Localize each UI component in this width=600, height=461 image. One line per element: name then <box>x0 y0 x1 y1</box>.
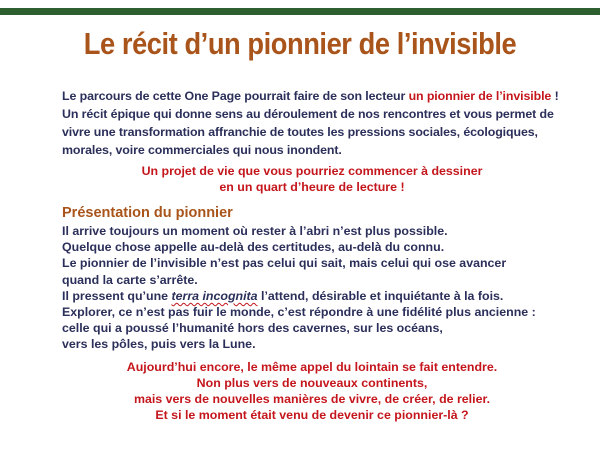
body-line-terra-start: Il pressent qu’une <box>62 288 172 303</box>
body-line: Le pionnier de l’invisible n’est pas celui qui sait, mais celui qui ose avancer <box>62 256 507 271</box>
section-body <box>62 223 582 353</box>
body-line: vers les pôles, puis vers la Lune. <box>62 337 256 352</box>
body-line: Quelque chose appelle au-delà des certitudes, au-delà du connu. <box>62 240 445 255</box>
callout-call <box>62 359 562 423</box>
callout-call-line: mais vers de nouvelles manières de vivre, de créer, de relier. <box>133 392 491 406</box>
section-heading: Présentation du pionnier <box>62 205 233 221</box>
callout-call-line: Aujourd’hui encore, le même appel du lointain se fait entendre. <box>126 360 498 374</box>
body-line: Explorer, ce n’est pas fuir le monde, c’est répondre à une fidélité plus ancienne : <box>62 305 536 320</box>
callout-project-line: en un quart d’heure de lecture ! <box>219 180 405 194</box>
callout-call-line: Non plus vers de nouveaux continents, <box>196 376 428 390</box>
body-line-terra <box>62 288 582 304</box>
callout-project <box>62 163 562 195</box>
header-bar <box>0 8 600 15</box>
body-line-terra-end: l’attend, désirable et inquiétante à la fois. <box>257 288 504 303</box>
intro-accent-text: un pionnier de l’invisible <box>408 89 552 103</box>
intro-text-end: ! Un récit épique qui donne sens au déroulement de nos rencontres et vous permet de vivre une transformation affranchie de toutes les pressions sociales, écologiques, morales, voire commerciales qui nous inondent. <box>62 89 559 157</box>
callout-project-line: Un projet de vie que vous pourriez commencer à dessiner <box>141 164 483 178</box>
intro-text-start: Le parcours de cette One Page pourrait faire de son lecteur <box>62 89 409 103</box>
body-line: Il arrive toujours un moment où rester à l’abri n’est plus possible. <box>62 224 448 238</box>
intro-paragraph <box>62 87 562 159</box>
terra-incognita-italic: terra incognita <box>171 288 258 303</box>
page-title: Le récit d’un pionnier de l’invisible <box>83 26 517 61</box>
body-line: quand la carte s’arrête. <box>62 272 198 287</box>
body-line: celle qui a poussé l’humanité hors des cavernes, sur les océans, <box>62 321 443 336</box>
callout-call-line: Et si le moment était venu de devenir ce pionnier-là ? <box>155 408 469 422</box>
